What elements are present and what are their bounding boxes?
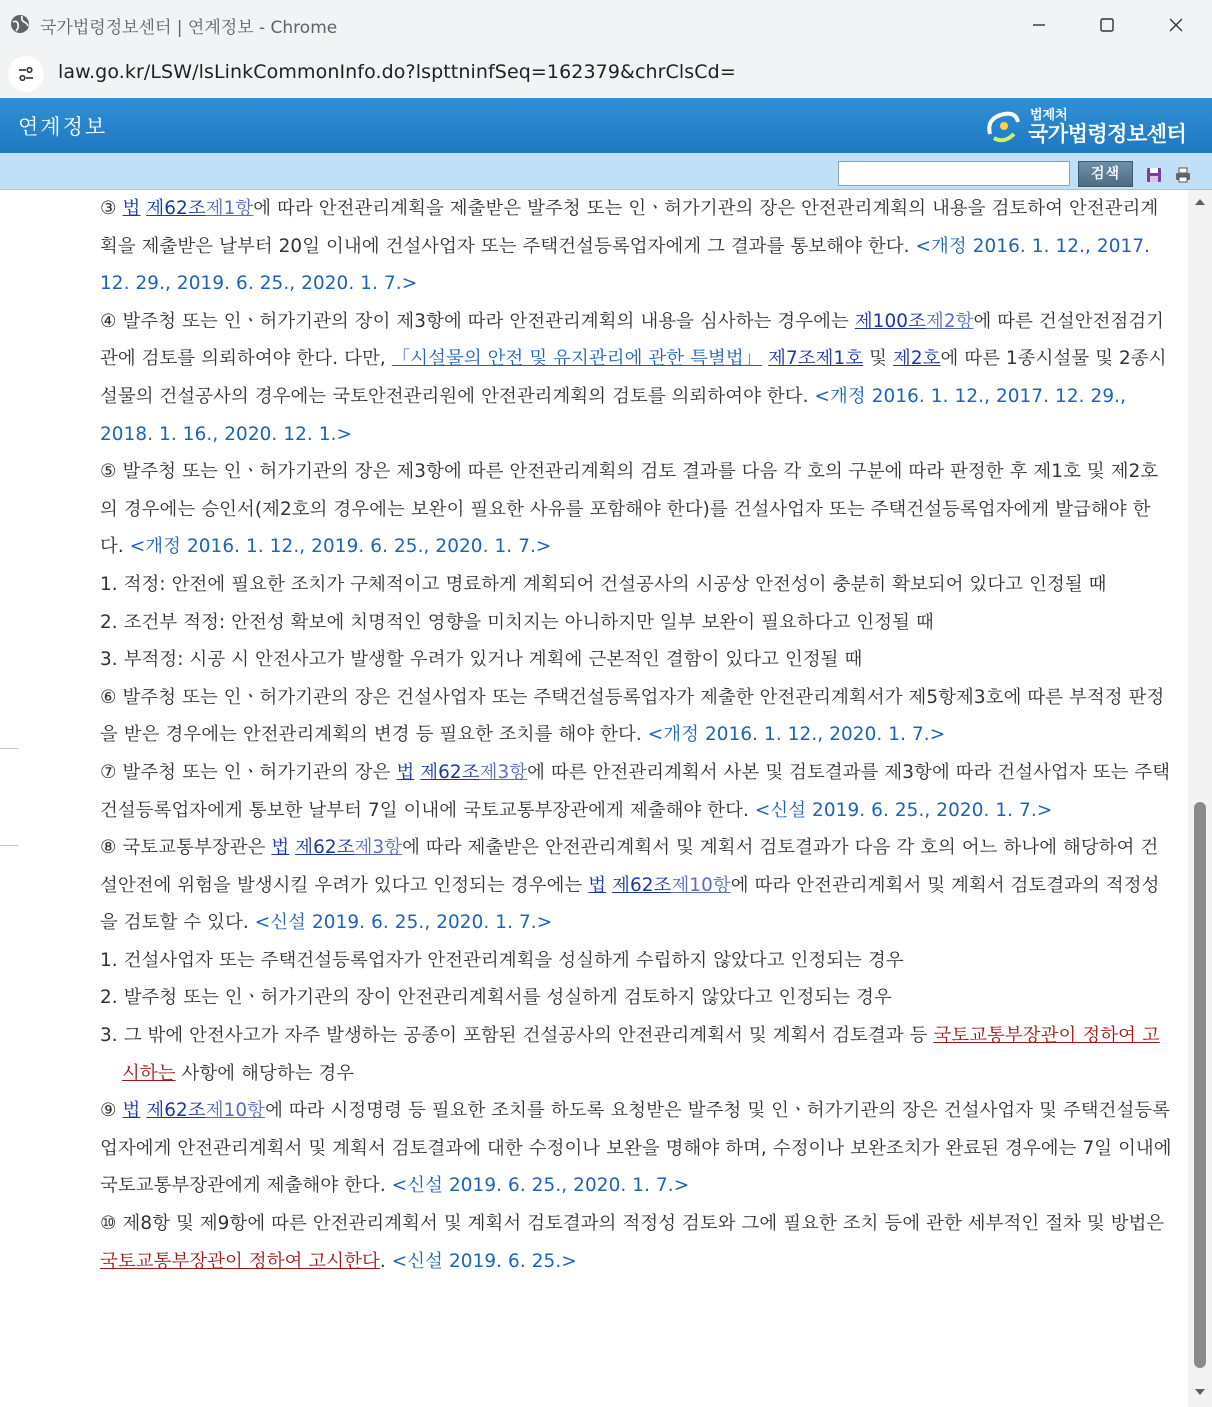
notice-link[interactable]: 국토교통부장관이 정하여 고시한다 xyxy=(100,1250,380,1272)
paragraph-4 xyxy=(100,303,1172,453)
law-content-area xyxy=(0,190,1212,1407)
article-link[interactable]: 제62조 xyxy=(146,1100,206,1122)
paragraph-text: 에 따라 제출받은 안전관리계획서 및 계획서 검토결과가 다음 각 호의 어느 하나에 해당하여 건설안전에 위험을 발생시킬 우려가 있다고 인정되는 경우에는 xyxy=(100,837,1159,896)
address-bar xyxy=(0,50,1212,98)
site-settings-icon xyxy=(16,64,36,84)
paragraph-link[interactable]: 제3항 xyxy=(479,761,528,783)
globe-icon xyxy=(10,14,30,34)
browser-titlebar xyxy=(0,0,1212,50)
article-link[interactable]: 제62조 xyxy=(146,198,206,219)
list-item: 2. 발주청 또는 인ㆍ허가기관의 장이 안전관리계획서를 성실하게 검토하지 않았다고 인정되는 경우 xyxy=(100,987,892,1009)
list-item-text: 3. 그 밖에 안전사고가 자주 발생하는 공종이 포함된 건설공사의 안전관리계획서 및 계획서 검토결과 등 xyxy=(100,1025,934,1047)
revision-note: <신설 2019. 6. 25., 2020. 1. 7.> xyxy=(391,1175,690,1197)
paragraph-link[interactable]: 제10항 xyxy=(205,1100,266,1122)
paragraph-text: ⑧ 국토교통부장관은 xyxy=(100,837,272,859)
page-header xyxy=(0,98,1212,153)
paragraph-text: ④ 발주청 또는 인ㆍ허가기관의 장이 제3항에 따라 안전관리계획의 내용을 심사하는 경우에는 xyxy=(100,310,855,332)
paragraph-link[interactable]: 제1항 xyxy=(205,198,254,219)
frame-edge-mark xyxy=(0,748,18,749)
logo-large-text: 국가법령정보센터 xyxy=(1028,122,1187,146)
paragraph-text: ⑥ 발주청 또는 인ㆍ허가기관의 장은 건설사업자 또는 주택건설등록업자가 제출한 안전관리계획서가 제5항제3호에 따른 부적정 판정을 받은 경우에는 안전관리계획의 변경 등 필요한 조치를 해야 한다. xyxy=(100,686,1165,746)
paragraph-text: . xyxy=(379,1250,392,1272)
paragraph-text: 에 따른 건설안전점검기관에 검토를 의뢰하여야 한다. 다만, xyxy=(100,310,1165,370)
revision-note: <개정 2016. 1. 12., 2017. 12. 29., 2018. 1. 16., 2020. 12. 1.> xyxy=(100,385,1127,445)
list-item: 1. 적정: 안전에 필요한 조치가 구체적이고 명료하게 계획되어 건설공사의 시공상 안전성이 충분히 확보되어 있다고 인정될 때 xyxy=(100,573,1107,595)
revision-note: <신설 2019. 6. 25., 2020. 1. 7.> xyxy=(754,799,1053,821)
paragraph-3 xyxy=(100,190,1172,303)
paragraph-5 xyxy=(100,453,1172,566)
paragraph-10 xyxy=(100,1205,1172,1280)
law-link[interactable]: 법 xyxy=(396,761,415,783)
minimize-icon xyxy=(1031,17,1047,33)
scroll-down-icon[interactable] xyxy=(1194,1386,1206,1398)
frame-edge-mark xyxy=(0,845,18,846)
maximize-icon xyxy=(1099,17,1115,33)
close-icon xyxy=(1168,17,1184,33)
law-link[interactable]: 법 xyxy=(122,1100,141,1122)
print-icon[interactable] xyxy=(1174,166,1192,184)
article-link[interactable]: 제62조 xyxy=(420,761,480,783)
logo-small-text: 법제처 xyxy=(1030,108,1068,123)
paragraph-9 xyxy=(100,1092,1172,1205)
search-button[interactable]: 검색 xyxy=(1078,161,1133,187)
notice-link[interactable]: 국토교통부장관이 정하여 고시하는 xyxy=(122,1025,1160,1084)
list-item: 1. 건설사업자 또는 주택건설등록업자가 안전관리계획을 성실하게 수립하지 않았다고 인정되는 경우 xyxy=(100,949,904,971)
paragraph-text: 에 따른 1종시설물 및 2종시설물의 건설공사의 경우에는 국토안전관리원에 안전관리계획의 검토를 의뢰하여야 한다. xyxy=(100,348,1167,407)
search-input[interactable] xyxy=(838,161,1070,186)
window-title: 국가법령정보센터 | 연계정보 - Chrome xyxy=(40,18,338,38)
paragraph-text: ⑦ 발주청 또는 인ㆍ허가기관의 장은 xyxy=(100,761,397,783)
paragraph-text: 에 따라 시정명령 등 필요한 조치를 하도록 요청받은 발주청 및 인ㆍ허가기관의 장은 건설사업자 및 주택건설등록업자에게 안전관리계획서 및 계획서 검토결과에 대한 수정이나 보완을 명해야 하며, 수정이나 보완조치가 완료된 경우에는 7일 이내에 국토교통부장관에게 제출해야 한다. xyxy=(100,1100,1172,1197)
revision-note: <개정 2016. 1. 12., 2017. 12. 29., 2019. 6. 25., 2020. 1. 7.> xyxy=(100,235,1151,295)
revision-note: <신설 2019. 6. 25.> xyxy=(391,1250,577,1272)
minimize-button[interactable] xyxy=(1024,10,1054,40)
law-link[interactable]: 법 xyxy=(271,837,290,859)
article-link[interactable]: 제7조제1호 xyxy=(768,348,864,370)
paragraph-8 xyxy=(100,829,1172,942)
search-toolbar xyxy=(0,153,1212,190)
paragraph-text: ⑩ 제8항 및 제9항에 따른 안전관리계획서 및 계획서 검토결과의 적정성 검토와 그에 필요한 조치 등에 관한 세부적인 절차 및 방법은 xyxy=(100,1213,1165,1235)
law-link[interactable]: 법 xyxy=(122,198,141,219)
scrollbar-thumb[interactable] xyxy=(1194,802,1206,1368)
paragraph-link[interactable]: 제3항 xyxy=(354,837,403,859)
item-link[interactable]: 제2호 xyxy=(892,348,941,370)
paragraph-number: ③ xyxy=(100,198,123,219)
close-button[interactable] xyxy=(1161,10,1191,40)
article-link[interactable]: 제62조 xyxy=(295,837,355,859)
paragraph-text: ⑤ 발주청 또는 인ㆍ허가기관의 장은 제3항에 따른 안전관리계획의 검토 결과를 다음 각 호의 구분에 따라 판정한 후 제1호 및 제2호의 경우에는 승인서(제2호의 경우에는 보완이 필요한 사유를 포함해야 한다)를 건설사업자 또는 주택건설등록업자에게 발급해야 한다. xyxy=(100,461,1159,558)
paragraph-text: 에 따라 안전관리계획을 제출받은 발주청 또는 인ㆍ허가기관의 장은 안전관리계획의 내용을 검토하여 안전관리계획을 제출받은 날부터 20일 이내에 건설사업자 또는 주택건설등록업자에게 그 결과를 통보해야 한다. xyxy=(100,198,1159,257)
paragraph-text: 에 따른 안전관리계획서 사본 및 검토결과를 제3항에 따라 건설사업자 또는 주택건설등록업자에게 통보한 날부터 7일 이내에 국토교통부장관에게 제출해야 한다. xyxy=(100,761,1171,821)
paragraph-text: 에 따라 안전관리계획서 및 계획서 검토결과의 적정성을 검토할 수 있다. xyxy=(100,874,1160,934)
law-link[interactable]: 법 xyxy=(588,874,607,896)
revision-note: <개정 2016. 1. 12., 2019. 6. 25., 2020. 1. 7.> xyxy=(129,536,552,558)
paragraph-7 xyxy=(100,754,1172,829)
maximize-button[interactable] xyxy=(1092,10,1122,40)
law-article-body xyxy=(100,190,1172,1280)
logo-swirl-icon xyxy=(982,104,1026,148)
site-logo[interactable] xyxy=(982,104,1192,148)
list-item: 2. 조건부 적정: 안전성 확보에 치명적인 영향을 미치지는 아니하지만 일부 보완이 필요하다고 인정될 때 xyxy=(100,611,934,633)
vertical-scrollbar[interactable] xyxy=(1188,190,1212,1407)
article-link[interactable]: 제100조 xyxy=(854,310,926,332)
paragraph-number: ⑨ xyxy=(100,1100,123,1122)
act-link[interactable]: 「시설물의 안전 및 유지관리에 관한 특별법」 xyxy=(391,348,763,370)
save-icon[interactable] xyxy=(1145,166,1163,184)
scroll-up-icon[interactable] xyxy=(1194,196,1206,208)
page-title: 연계정보 xyxy=(18,115,108,139)
article-link[interactable]: 제62조 xyxy=(612,874,672,896)
revision-note: <신설 2019. 6. 25., 2020. 1. 7.> xyxy=(254,912,553,934)
url-text[interactable]: law.go.kr/LSW/lsLinkCommonInfo.do?lspttninfSeq=162379&chrClsCd= xyxy=(58,61,736,83)
list-item: 3. 부적정: 시공 시 안전사고가 발생할 우려가 있거나 계획에 근본적인 결함이 있다고 인정될 때 xyxy=(100,649,863,671)
paragraph-link[interactable]: 제2항 xyxy=(925,310,974,332)
list-item xyxy=(100,1017,1172,1092)
list-item-text: 사항에 해당하는 경우 xyxy=(175,1062,355,1084)
revision-note: <개정 2016. 1. 12., 2020. 1. 7.> xyxy=(647,724,946,746)
conjunction-text: 및 xyxy=(863,348,893,370)
site-settings-button[interactable] xyxy=(8,56,44,92)
paragraph-link[interactable]: 제10항 xyxy=(671,874,731,896)
paragraph-6 xyxy=(100,679,1172,754)
